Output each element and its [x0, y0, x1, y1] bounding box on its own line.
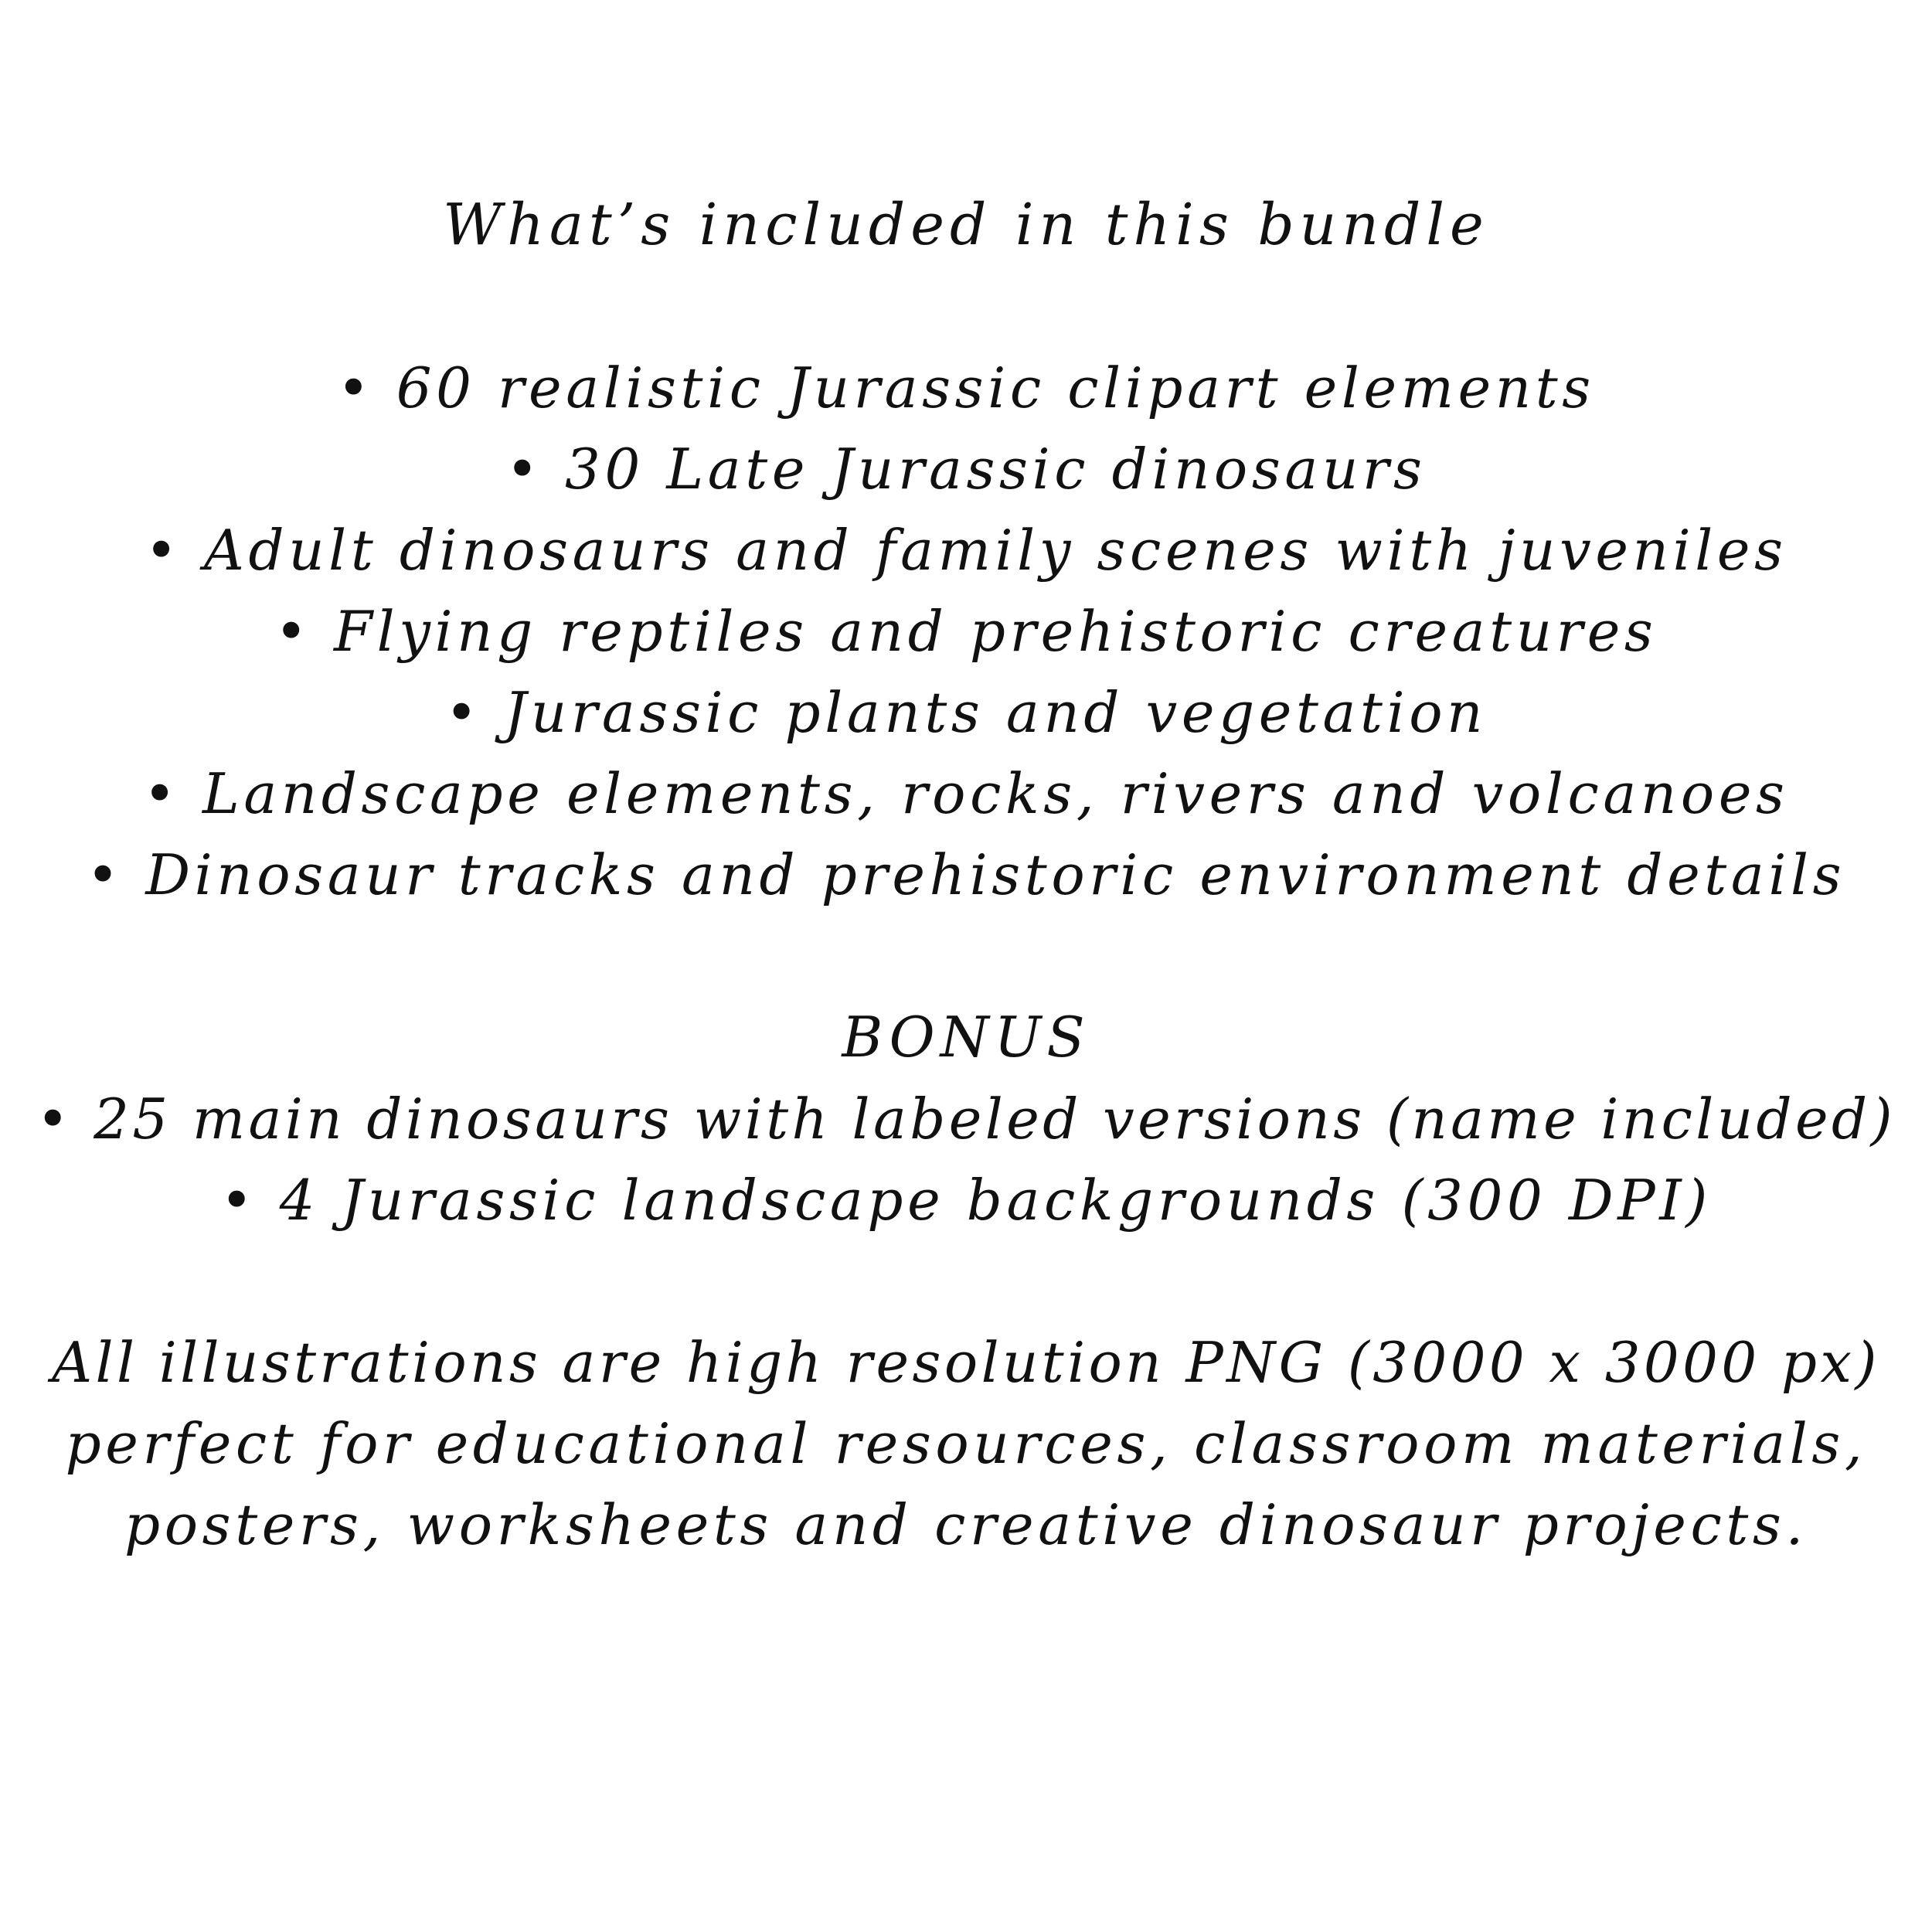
bonus-heading: BONUS: [842, 1005, 1090, 1070]
page-title: What’s included in this bundle: [443, 192, 1489, 258]
included-item: • Jurassic plants and vegetation: [444, 680, 1488, 745]
footer-line: posters, worksheets and creative dinosaur projects.: [124, 1492, 1808, 1557]
footer-line: perfect for educational resources, classroom materials,: [65, 1411, 1867, 1476]
included-item: • Landscape elements, rocks, rivers and volcanoes: [143, 761, 1789, 826]
included-item: • Flying reptiles and prehistoric creatures: [274, 599, 1658, 664]
included-item: • 30 Late Jurassic dinosaurs: [505, 437, 1427, 502]
footer-line: All illustrations are high resolution PNG (3000 x 3000 px): [52, 1330, 1880, 1395]
included-item: • 60 realistic Jurassic clipart elements: [337, 355, 1595, 420]
included-item: • Adult dinosaurs and family scenes with juveniles: [145, 518, 1787, 583]
bonus-item: • 4 Jurassic landscape backgrounds (300 DPI): [220, 1168, 1712, 1233]
included-item: • Dinosaur tracks and prehistoric environment details: [86, 842, 1846, 907]
bonus-item: • 25 main dinosaurs with labeled versions (name included): [36, 1087, 1896, 1151]
